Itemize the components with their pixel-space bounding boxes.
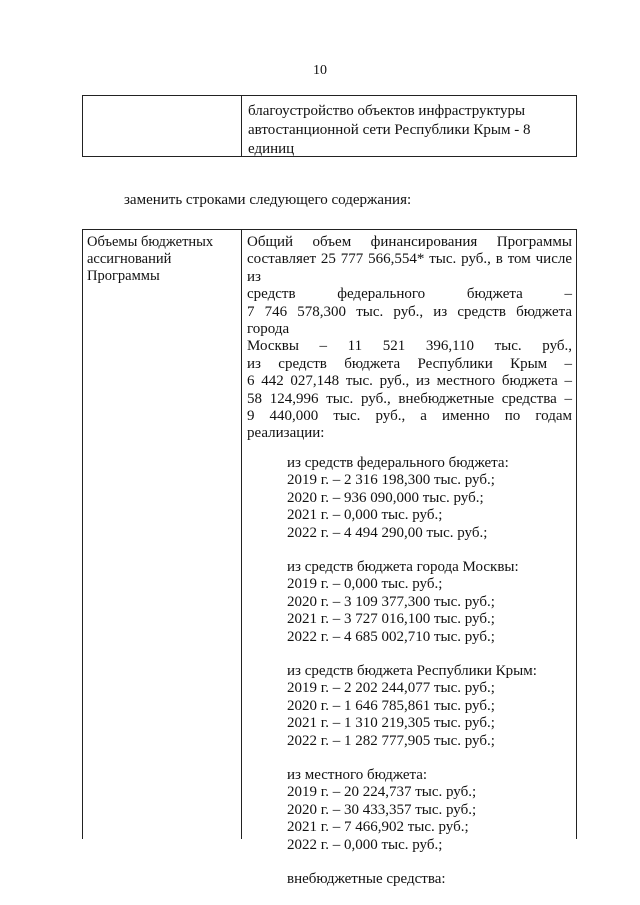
page-number: 10: [313, 63, 327, 78]
funding-groups: [287, 455, 572, 889]
funding-group: [287, 663, 572, 750]
paragraph-line: из средств бюджета Республики Крым –: [247, 355, 572, 372]
funding-year-row: 2020 г. – 30 433,357 тыс. руб.;: [287, 801, 477, 818]
table-column-divider: [241, 230, 242, 839]
funding-group: [287, 767, 572, 854]
funding-group-heading: внебюджетные средства:: [287, 871, 446, 887]
funding-year-row: 2021 г. – 7 466,902 тыс. руб.;: [287, 819, 469, 836]
main-table: [82, 229, 577, 887]
funding-description: [247, 234, 572, 905]
paragraph-line: 58 124,996 тыс. руб., внебюджетные средства –: [247, 390, 572, 407]
funding-year-row: 2021 г. – 1 310 219,305 тыс. руб.;: [287, 715, 495, 732]
funding-year-row: 2022 г. – 4 685 002,710 тыс. руб.;: [287, 628, 495, 645]
table-column-divider: [241, 96, 242, 156]
replacement-instruction: заменить строками следующего содержания:: [124, 192, 412, 208]
top-table-right-cell: благоустройство объектов инфраструктуры автостанционной сети Республики Крым - 8 единиц: [248, 103, 531, 157]
funding-group-heading: из средств бюджета города Москвы:: [287, 558, 519, 575]
paragraph-line: 6 442 027,148 тыс. руб., из местного бюджета –: [247, 373, 572, 390]
funding-year-row: 2022 г. – 1 282 777,905 тыс. руб.;: [287, 732, 495, 749]
funding-group-heading: из средств федерального бюджета:: [287, 454, 509, 471]
paragraph-line: 7 746 578,300 тыс. руб., из средств бюджета города: [247, 303, 572, 338]
paragraph-line: 9 440,000 тыс. руб., а именно по годам реализации:: [247, 408, 572, 442]
funding-group: [287, 871, 572, 888]
funding-year-row: 2021 г. – 3 727 016,100 тыс. руб.;: [287, 611, 495, 628]
funding-year-row: 2019 г. – 2 316 198,300 тыс. руб.;: [287, 472, 495, 489]
funding-year-row: 2020 г. – 3 109 377,300 тыс. руб.;: [287, 593, 495, 610]
funding-group: [287, 559, 572, 646]
paragraph-line: составляет 25 777 566,554* тыс. руб., в том числе из: [247, 251, 572, 285]
funding-group-heading: из местного бюджета:: [287, 766, 428, 783]
paragraph-line: Москвы – 11 521 396,110 тыс. руб.,: [247, 338, 572, 355]
funding-year-row: 2021 г. – 0,000 тыс. руб.;: [287, 507, 443, 524]
funding-year-row: 2019 г. – 0,000 тыс. руб.;: [287, 576, 443, 593]
funding-year-row: 2020 г. – 936 090,000 тыс. руб.;: [287, 489, 484, 506]
budget-allocations-label: Объемы бюджетных ассигнований Программы: [87, 234, 214, 284]
funding-group: [287, 455, 572, 542]
top-table: [82, 95, 577, 157]
funding-year-row: 2019 г. – 2 202 244,077 тыс. руб.;: [287, 680, 495, 697]
funding-year-row: 2022 г. – 4 494 290,00 тыс. руб.;: [287, 524, 488, 541]
funding-year-row: 2020 г. – 1 646 785,861 тыс. руб.;: [287, 697, 495, 714]
paragraph-line: Общий объем финансирования Программы: [247, 234, 572, 250]
funding-group-heading: из средств бюджета Республики Крым:: [287, 662, 537, 679]
funding-year-row: 2019 г. – 20 224,737 тыс. руб.;: [287, 784, 477, 801]
paragraph-line: средств федерального бюджета –: [247, 286, 572, 303]
funding-summary-paragraph: [247, 234, 572, 443]
funding-year-row: 2022 г. – 0,000 тыс. руб.;: [287, 836, 443, 853]
